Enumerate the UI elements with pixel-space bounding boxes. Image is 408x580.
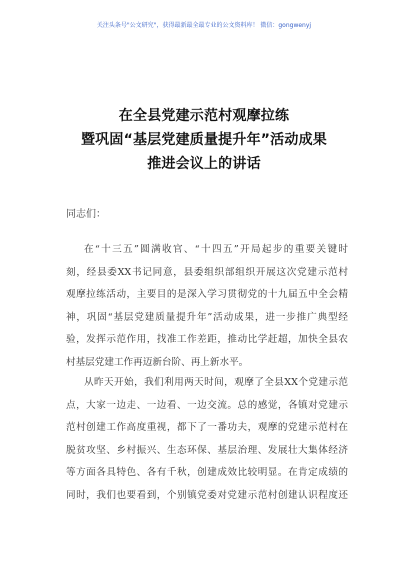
- paragraph-line: 刻，经县委XX书记同意，县委组织部组织开展这次党建示范村: [66, 266, 348, 278]
- paragraph-line: 村基层党建工作再迈新台阶、再上新水平。: [66, 356, 249, 368]
- title-line-3: 推进会议上的讲话: [147, 156, 261, 172]
- paragraph-line: 验，发挥示范作用，找准工作差距，推动比学赶超，加快全县农: [66, 334, 348, 346]
- document-title: [0, 104, 408, 176]
- paragraph-line: 在“十三五”圆满收官、“十四五”开局起步的重要关键时: [84, 244, 348, 255]
- body-paragraph-2: [66, 372, 348, 508]
- title-line-1: 在全县党建示范村观摩拉练: [118, 108, 290, 124]
- paragraph-line: 范村创建工作高度重视，都下了一番功夫，观摩的党建示范村在: [66, 422, 348, 434]
- paragraph-line: 观摩拉练活动，主要目的是深入学习贯彻党的十九届五中全会精: [66, 289, 348, 301]
- paragraph-line: 脱贫攻坚、乡村振兴、生态环保、基层治理、发展壮大集体经济: [66, 444, 348, 456]
- paragraph-line: 等方面各具特色、各有千秋，创建成效比较明显。在肯定成绩的: [66, 467, 348, 479]
- title-line-2: 暨巩固“基层党建质量提升年”活动成果: [80, 132, 327, 148]
- paragraph-line: 从昨天开始，我们利用两天时间，观摩了全县XX个党建示范: [84, 377, 348, 388]
- header-notice: 关注头条号"公文研究"，获得最新最全最专业的公文资料库！ 微信：gongwenyj: [96, 22, 312, 29]
- paragraph-line: 同时，我们也要看到，个别镇党委对党建示范村创建认识程度还: [66, 489, 348, 501]
- paragraph-line: 点，大家一边走、一边看、一边交流。总的感觉，各镇对党建示: [66, 399, 348, 411]
- body-paragraph-1: [66, 239, 348, 375]
- greeting: 同志们：: [66, 209, 106, 220]
- paragraph-line: 神，巩固“基层党建质量提升年”活动成果，进一步推广典型经: [66, 311, 348, 323]
